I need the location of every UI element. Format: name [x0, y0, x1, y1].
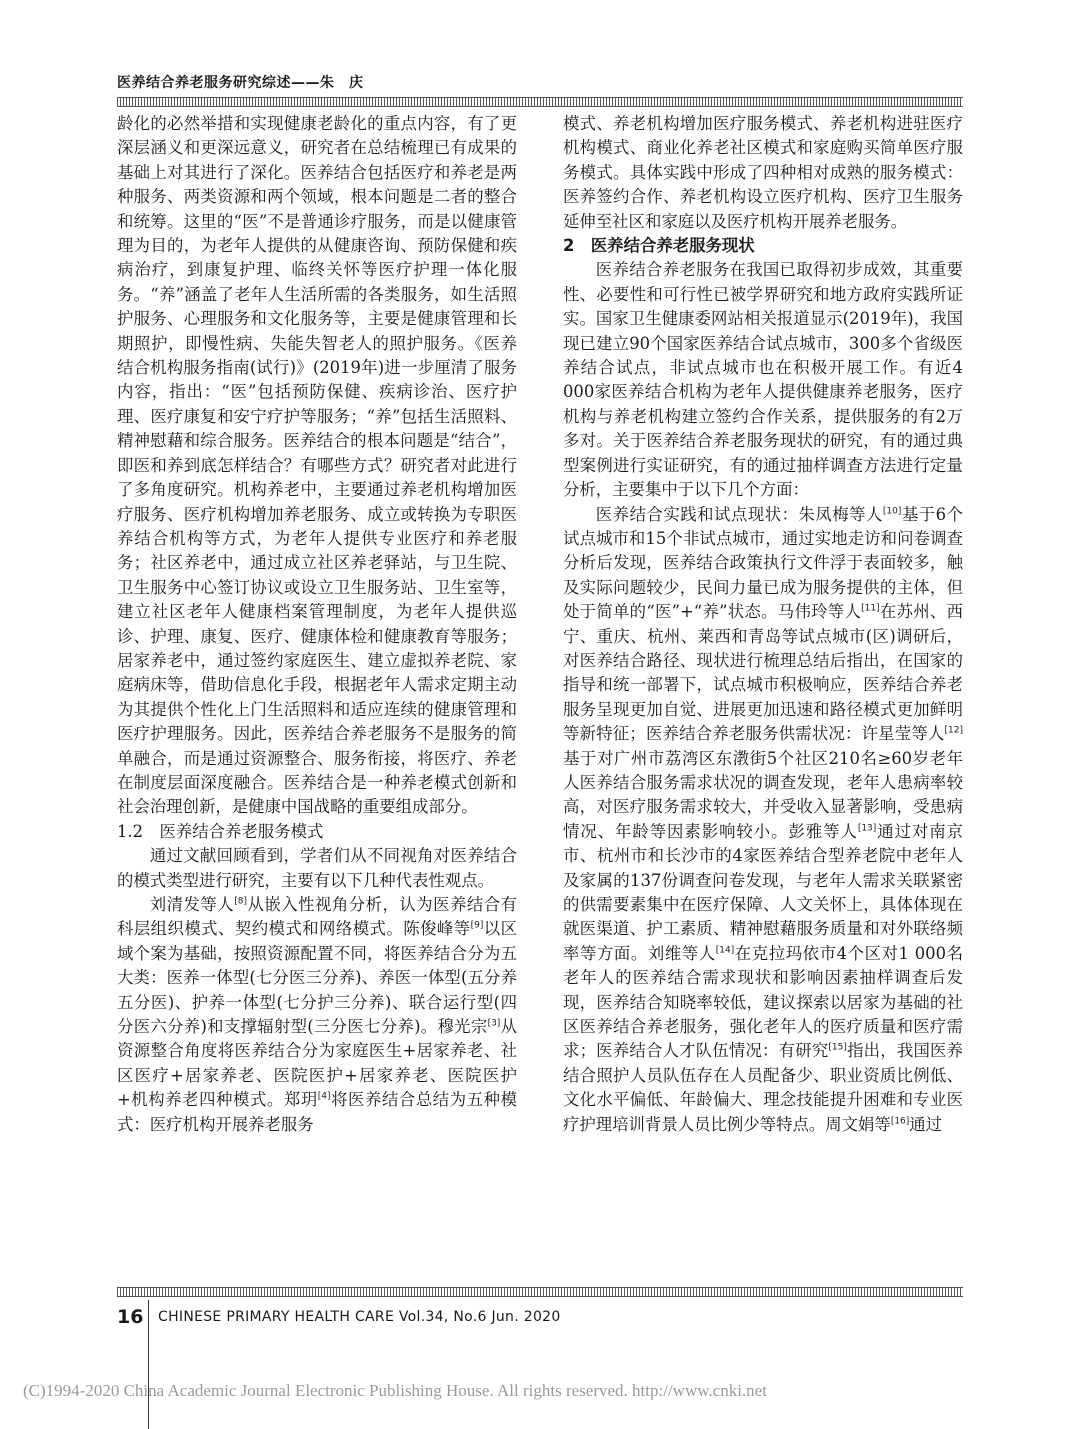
- right-paragraph-3: [563, 503, 963, 1138]
- footer-hatched-rule: [117, 1287, 963, 1297]
- text-run: 将医养结合总结为五种模式：医疗机构开展养老服务: [117, 1090, 518, 1134]
- page-number: 16: [117, 1306, 144, 1328]
- citation-ref-13: [13]: [857, 823, 877, 834]
- running-title: 医养结合养老服务研究综述——朱 庆: [117, 75, 364, 91]
- left-paragraph-2: 通过文献回顾看到，学者们从不同视角对医养结合的模式类型进行研究，主要有以下几种代表性观点。: [117, 846, 517, 890]
- header-hatched-rule: [117, 97, 963, 107]
- citation-ref-14: [14]: [715, 945, 735, 956]
- text-run: 从嵌入性视角分析，认为医养结合有科层组织模式、契约模式和网络模式。陈俊峰等: [117, 895, 518, 939]
- text-run: 在苏州、西宁、重庆、杭州、莱西和青岛等试点城市(区)调研后，对医养结合路径、现状进行梳理总结后指出，在国家的指导和统一部署下，试点城市积极响应，医养结合养老服务呈现更加自觉、进展更加迅速和路径模式更加鲜明等新特征；医养结合养老服务供需状况：许星莹等人: [563, 602, 963, 744]
- text-run: 基于6个试点城市和15个非试点城市，通过实地走访和问卷调查分析后发现，医养结合政策执行文件浮于表面较多，触及实际问题较少，民间力量已成为服务提供的主体，但处于简单的“医”+“养”状态。马伟玲等人: [563, 504, 964, 622]
- citation-ref-3: [3]: [487, 1018, 501, 1029]
- citation-ref-9: [9]: [470, 920, 484, 931]
- section-heading-2: 2 医养结合养老服务现状: [563, 236, 755, 256]
- text-run: 从资源整合角度将医养结合分为家庭医生+居家养老、社区医疗+居家养老、医院医护+居家养老、医院医护+机构养老四种模式。郑玥: [117, 1017, 518, 1110]
- citation-ref-11: [11]: [861, 603, 880, 614]
- left-column: [117, 112, 517, 1137]
- text-run: 在克拉玛依市4个区对1 000名老年人的医养结合需求现状和影响因素抽样调查后发现，医养结合知晓率较低，建议探索以居家为基础的社区医养结合养老服务，强化老年人的医疗质量和医疗需求；医养结合人才队伍情况：有研究: [563, 943, 964, 1061]
- citation-ref-8: [8]: [234, 896, 247, 907]
- citation-ref-15: [15]: [828, 1042, 847, 1053]
- right-column: [563, 112, 963, 1137]
- citation-ref-10: [10]: [882, 506, 902, 517]
- text-run: 刘清发等人: [149, 895, 235, 914]
- text-run: 指出，我国医养结合照护人员队伍存在人员配备少、职业资质比例低、文化水平偏低、年龄偏大、理念技能提升困难和专业医疗护理培训背景人员比例少等特点。周文娟等: [563, 1041, 964, 1134]
- text-run: 以区域个案为基础，按照资源配置不同，将医养结合分为五大类：医养一体型(七分医三分养)、养医一体型(五分养五分医)、护养一体型(七分护三分养)、联合运行型(四分医六分养)和支撑辐射型(三分医七分养)。穆光宗: [117, 919, 518, 1037]
- left-paragraph-1: 龄化的必然举措和实现健康老龄化的重点内容，有了更深层涵义和更深远意义，研究者在总结梳理已有成果的基础上对其进行了深化。医养结合包括医疗和养老是两种服务、两类资源和两个领域，根本问题是二者的整合和统筹。这里的“医”不是普通诊疗服务，而是以健康管理为目的，为老年人提供的从健康咨询、预防保健和疾病治疗，到康复护理、临终关怀等医疗护理一体化服务。“养”涵盖了老年人生活所需的各类服务，如生活照护服务、心理服务和文化服务等，主要是健康管理和长期照护，即慢性病、失能失智老人的照护服务。《医养结合机构服务指南(试行)》(2019年)进一步厘清了服务内容，指出：“医”包括预防保健、疾病诊治、医疗护理、医疗康复和安宁疗护等服务；“养”包括生活照料、精神慰藉和综合服务。医养结合的根本问题是“结合”，即医和养到底怎样结合？有哪些方式？研究者对此进行了多角度研究。机构养老中，主要通过养老机构增加医疗服务、医疗机构增加养老服务、成立或转换为专职医养结合机构等方式，为老年人提供专业医疗和养老服务；社区养老中，通过成立社区养老驿站，与卫生院、卫生服务中心签订协议或设立卫生服务站、卫生室等，建立社区老年人健康档案管理制度，为老年人提供巡诊、护理、康复、医疗、健康体检和健康教育等服务；居家养老中，通过签约家庭医生、建立虚拟养老院、家庭病床等，借助信息化手段，根据老年人需求定期主动为其提供个性化上门生活照料和适应连续的健康管理和医疗护理服务。因此，医养结合养老服务不是服务的简单融合，而是通过资源整合、服务衔接，将医疗、养老在制度层面深度融合。医养结合是一种养老模式创新和社会治理创新，是健康中国战略的重要组成部分。: [117, 114, 517, 817]
- text-run: 通过对南京市、杭州市和长沙市的4家医养结合型养老院中老年人及家属的137份调查问卷发现，与老年人需求关联紧密的供需要素集中在医疗保障、人文关怀上，具体体现在就医渠道、护工素质、精神慰藉服务质量和对外联络频率等方面。刘维等人: [563, 821, 964, 963]
- citation-ref-12: [12]: [944, 725, 963, 736]
- right-paragraph-1: 模式、养老机构增加医疗服务模式、养老机构进驻医疗机构模式、商业化养老社区模式和家庭购买简单医疗服务模式。具体实践中形成了四种相对成熟的服务模式：医养签约合作、养老机构设立医疗机构、医疗卫生服务延伸至社区和家庭以及医疗机构开展养老服务。: [563, 114, 963, 231]
- footer-vertical-rule: [148, 1300, 149, 1429]
- text-run: 通过: [909, 1114, 943, 1134]
- right-paragraph-2: 医养结合养老服务在我国已取得初步成效，其重要性、必要性和可行性已被学界研究和地方政府实践所证实。国家卫生健康委网站相关报道显示(2019年)，我国现已建立90个国家医养结合试点城市，300多个省级医养结合试点，非试点城市也在积极开展工作。有近4 000家医养结合机构为老年人提供健康养老服务，医疗机构与养老机构建立签约合作关系，提供服务的有2万多对。关于医养结合养老服务现状的研究，有的通过典型案例进行实证研究，有的通过抽样调查方法进行定量分析，主要集中于以下几个方面：: [563, 260, 963, 500]
- section-heading-1-2: 1.2 医养结合养老服务模式: [117, 821, 324, 841]
- text-run: 基于对广州市荔湾区东漖街5个社区210名≥60岁老年人医养结合服务需求状况的调查发现，老年人患病率较高，对医疗服务需求较大，并受收入显著影响，受患病情况、年龄等因素影响较小。彭雅等人: [563, 748, 963, 841]
- left-paragraph-3: [117, 893, 517, 1137]
- copyright-watermark: (C)1994-2020 China Academic Journal Electronic Publishing House. All rights reserved. http://www.cnki.net: [23, 1381, 767, 1400]
- citation-ref-4: [4]: [317, 1091, 331, 1102]
- text-run: 医养结合实践和试点现状：朱凤梅等人: [595, 504, 883, 524]
- journal-citation: CHINESE PRIMARY HEALTH CARE Vol.34, No.6 Jun. 2020: [158, 1309, 561, 1325]
- citation-ref-16: [16]: [890, 1116, 910, 1127]
